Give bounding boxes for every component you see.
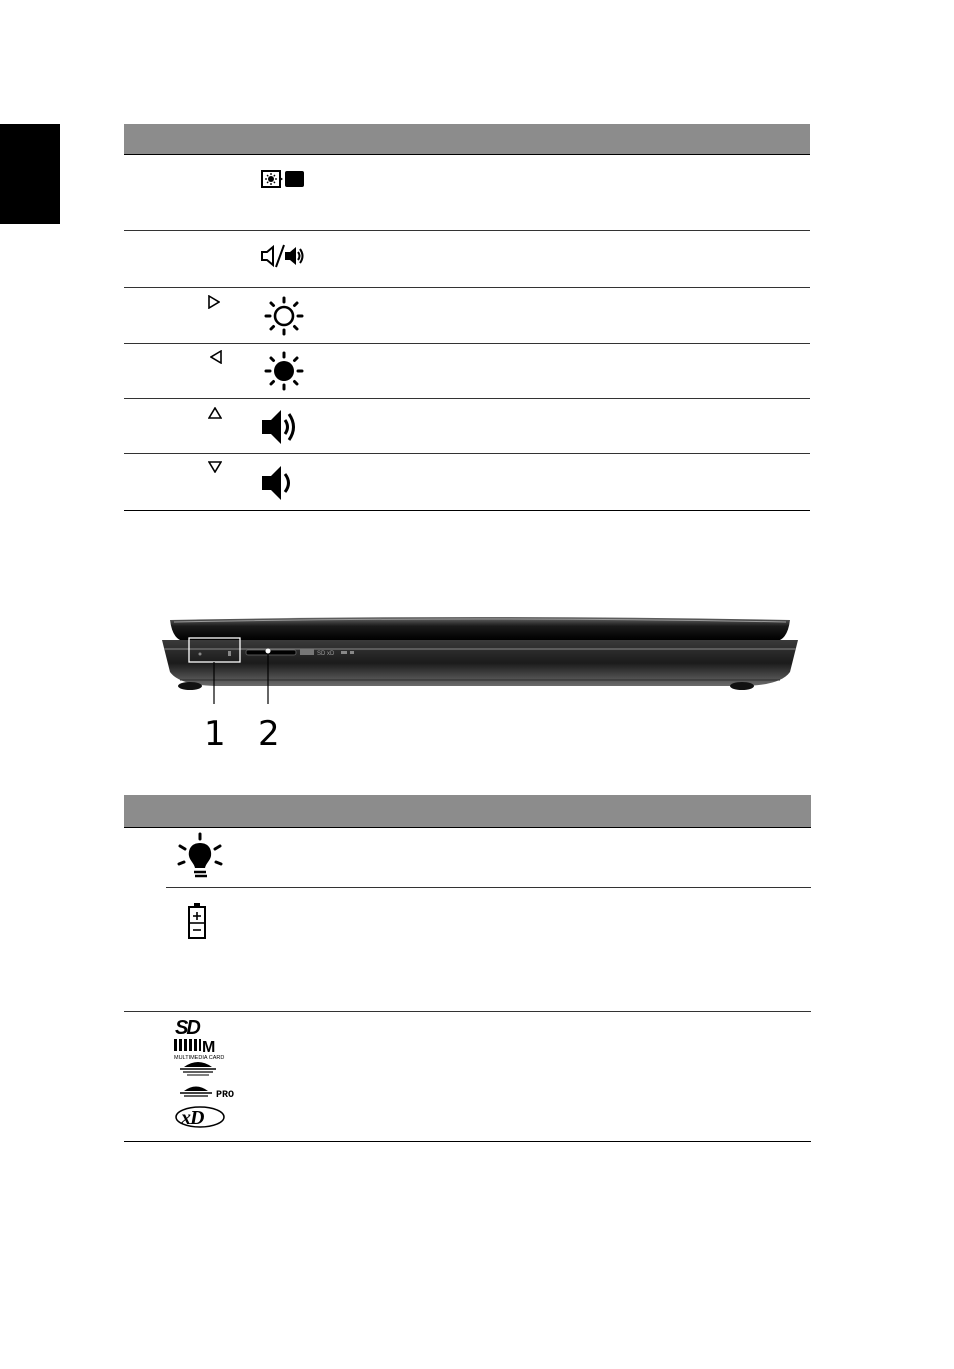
battery-indicator-icon (187, 902, 207, 940)
down-triangle-icon (208, 461, 222, 473)
laptop-front-view-image (160, 610, 800, 760)
power-indicator-icon (176, 832, 224, 882)
callout-2: 2 (258, 714, 280, 754)
callout-1: 1 (204, 714, 226, 754)
svg-text:SD xD: SD xD (317, 651, 335, 657)
table-bottom-rule (124, 510, 810, 511)
row-divider (124, 453, 810, 454)
left-triangle-icon (210, 350, 222, 364)
section-tab (0, 124, 60, 224)
brightness-down-icon (264, 351, 304, 391)
front-view-table (124, 795, 811, 1143)
mmc-logo-text: MULTIMEDIA CARD (174, 1055, 225, 1060)
svg-text:SD: SD (175, 1017, 199, 1037)
right-triangle-icon (208, 295, 220, 309)
table-header (124, 795, 811, 827)
row-divider (124, 398, 810, 399)
volume-up-icon (261, 408, 301, 446)
memory-stick-pro-logo-icon (178, 1084, 248, 1100)
header-divider (124, 154, 810, 155)
brightness-up-icon (264, 296, 304, 336)
display-toggle-icon (261, 170, 305, 188)
multimediacard-logo-icon (173, 1038, 225, 1060)
row-divider (124, 343, 810, 344)
volume-down-icon (261, 464, 301, 502)
table-header (124, 124, 810, 154)
xd-logo-icon (174, 1105, 226, 1129)
hotkey-table (124, 124, 810, 512)
header-divider (124, 827, 811, 828)
table-bottom-rule (124, 1141, 811, 1142)
row-divider (124, 287, 810, 288)
row-divider (124, 1011, 811, 1012)
svg-text:xD: xD (181, 1107, 204, 1129)
up-triangle-icon (208, 407, 222, 419)
row-divider (124, 230, 810, 231)
pro-logo-text: PRO (216, 1090, 235, 1100)
memory-stick-logo-icon (178, 1059, 218, 1077)
row-divider (166, 887, 811, 888)
sd-logo-icon (174, 1017, 212, 1037)
svg-text:M: M (202, 1039, 216, 1056)
speaker-toggle-icon (261, 244, 305, 268)
